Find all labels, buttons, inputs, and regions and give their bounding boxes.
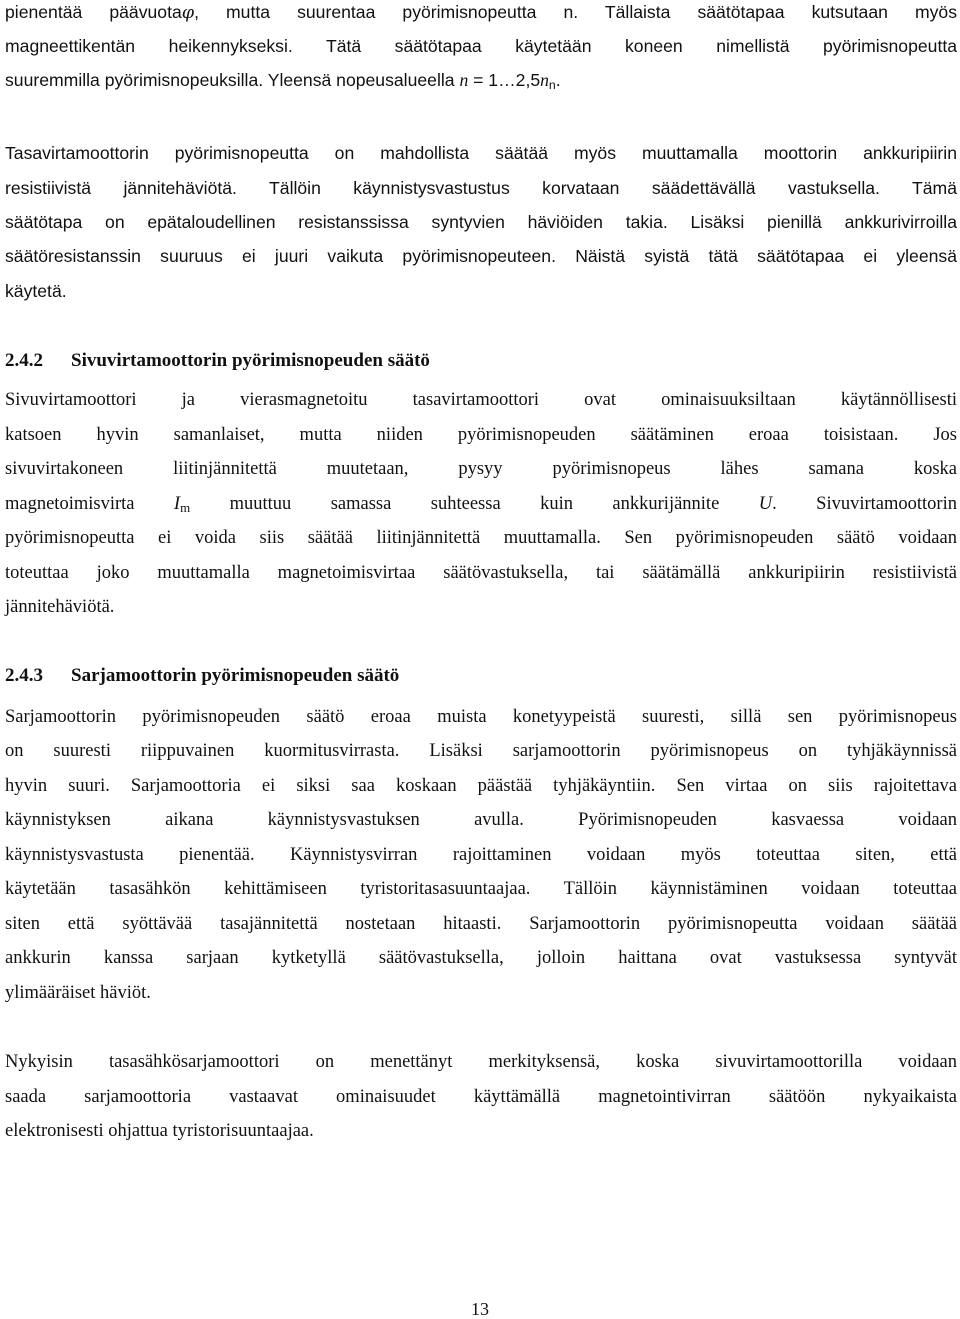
paragraph-line: ylimääräiset häviöt. [5, 983, 151, 1003]
paragraph-line: hyvin suuri. Sarjamoottoria ei siksi saa koskaan päästää tyhjäkäyntiin. Sen virtaa on siis rajoitettava [5, 776, 957, 796]
section-title: Sarjamoottorin pyörimisnopeuden säätö [71, 665, 400, 686]
paragraph-line: säätötapa on epätaloudellinen resistanssissa syntyvien häviöiden takia. Lisäksi pienillä ankkurivirroilla [5, 212, 957, 232]
paragraph-line: käytetä. [5, 281, 67, 301]
paragraph-line: saada sarjamoottoria vastaavat ominaisuudet käyttämällä magnetointivirran säätöön nykyaikaista [5, 1087, 957, 1107]
paragraph-line: ankkurin kanssa sarjaan kytketyllä säätövastuksella, jolloin haittana ovat vastuksessa syntyvät [5, 948, 957, 968]
paragraph-line: elektronisesti ohjattua tyristorisuuntaajaa. [5, 1121, 314, 1141]
paragraph-line: käynnistysvastusta pienentää. Käynnistysvirran rajoittaminen voidaan myös toteuttaa siten, että [5, 845, 957, 865]
section-number: 2.4.3 [5, 665, 43, 686]
paragraph-line: magnetoimisvirta $I_m$ muuttuu samassa suhteessa kuin ankkurijännite U. Sivuvirtamoottorin [5, 494, 957, 516]
paragraph-line: Sivuvirtamoottori ja vierasmagnetoitu tasavirtamoottori ovat ominaisuuksiltaan käytännöllisesti [5, 390, 957, 410]
paragraph-line: pienentää päävuotaφ, mutta suurentaa pyörimisnopeutta n. Tällaista säätötapaa kutsutaan myös [5, 2, 957, 23]
paragraph-line: säätöresistanssin suuruus ei juuri vaikuta pyörimisnopeuteen. Näistä syistä tätä säätötapaa ei yleensä [5, 246, 957, 266]
page-number: 13 [471, 1299, 489, 1319]
paragraph-line: Sarjamoottorin pyörimisnopeuden säätö eroaa muista konetyypeistä suuresti, sillä sen pyörimisnopeus [5, 707, 957, 727]
paragraph-line: toteuttaa joko muuttamalla magnetoimisvirtaa säätövastuksella, tai säätämällä ankkuripiirin resistiivistä [5, 563, 957, 583]
paragraph-line: on suuresti riippuvainen kuormitusvirrasta. Lisäksi sarjamoottorin pyörimisnopeus on tyhjäkäynnissä [5, 741, 957, 761]
paragraph-line: katsoen hyvin samanlaiset, mutta niiden pyörimisnopeuden säätäminen eroaa toisistaan. Jos [5, 425, 957, 445]
paragraph-line: käynnistyksen aikana käynnistysvastuksen avulla. Pyörimisnopeuden kasvaessa voidaan [5, 810, 957, 830]
section-heading-2-4-2 [5, 349, 957, 373]
paragraph-line: jännitehäviötä. [5, 597, 115, 617]
paragraph-line: käytetään tasasähkön kehittämiseen tyristoritasasuuntaajaa. Tällöin käynnistäminen voidaan toteuttaa [5, 879, 957, 899]
paragraph-line: suuremmilla pyörimisnopeuksilla. Yleensä nopeusalueella $n = 1\dots 2,5n_n$. [5, 70, 561, 93]
paragraph-line: resistiivistä jännitehäviötä. Tällöin käynnistysvastustus korvataan säädettävällä vastuksella. Tämä [5, 178, 957, 198]
paragraph-line: siten että syöttävää tasajännitettä nostetaan hitaasti. Sarjamoottorin pyörimisnopeutta voidaan säätää [5, 914, 957, 934]
section-title: Sivuvirtamoottorin pyörimisnopeuden säätö [71, 350, 430, 371]
paragraph-line: pyörimisnopeutta ei voida siis säätää liitinjännitettä muuttamalla. Sen pyörimisnopeuden säätö voidaan [5, 528, 957, 548]
paragraph-line: sivuvirtakoneen liitinjännitettä muutetaan, pysyy pyörimisnopeus lähes samana koska [5, 459, 957, 479]
paragraph-line: magneettikentän heikennykseksi. Tätä säätötapaa käytetään koneen nimellistä pyörimisnopeutta [5, 36, 957, 56]
paragraph-line: Nykyisin tasasähkösarjamoottori on menettänyt merkityksensä, koska sivuvirtamoottorilla voidaan [5, 1052, 957, 1072]
paragraph-line: Tasavirtamoottorin pyörimisnopeutta on mahdollista säätää myös muuttamalla moottorin ankkuripiirin [5, 143, 957, 163]
section-heading-2-4-3 [5, 664, 957, 688]
section-number: 2.4.2 [5, 350, 43, 371]
